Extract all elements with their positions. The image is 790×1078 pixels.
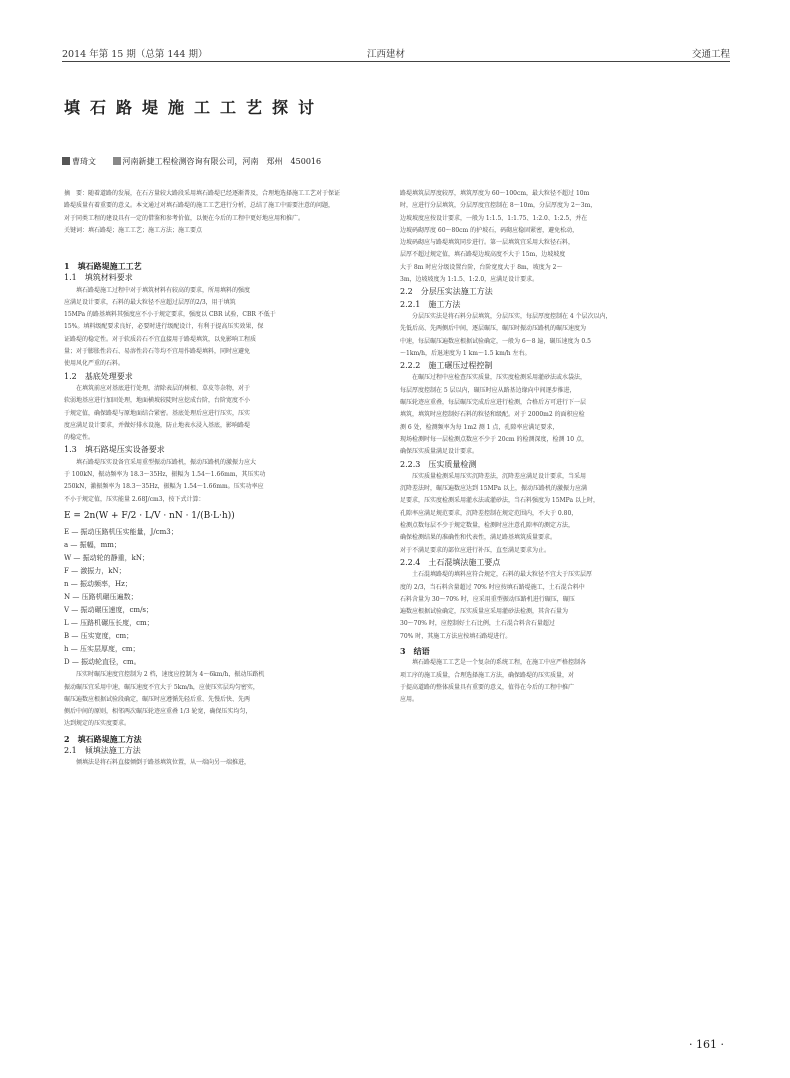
text-line: 15MPa 的路基填料其强度应不小于规定要求，强度以 CBR 试验，CBR 不低于	[64, 311, 276, 319]
subsection-heading: 2.1 倾填法施工方法	[64, 746, 141, 756]
text-line: 层厚不超过规定值，填石路堤边坡高度不大于 15m，边坡坡度	[400, 251, 566, 259]
paragraph	[400, 372, 730, 458]
text-line: 压实时碾压速度宜控制为 2 档，速度应控制为 4～6km/h，振动压路机	[64, 671, 265, 679]
subsection-heading: 2.2 分层压实法施工方法	[400, 287, 493, 297]
text-line: 现场检测时每一层检测点数应不少于 20cm 的检测深度，检测 10 点，	[400, 435, 588, 443]
text-line: 的稳定性。	[64, 434, 95, 442]
paragraph	[400, 471, 730, 557]
text-line: 碾压轮迹应重叠，每层碾压完成后应进行检测，合格后方可进行下一层	[400, 399, 587, 407]
text-line: 证路堤的稳定性。对于软质岩石不宜直接用于路堤填筑，以免影响工程质	[64, 335, 257, 343]
text-line: 250kN，激振频率为 18.3～35Hz，振幅为 1.54～1.66mm。压实功率应	[64, 483, 264, 491]
text-line: 软弱地基应进行加固处理，地面横坡较陡时应挖成台阶，台阶宽度不小	[64, 397, 251, 405]
text-line: 于提高道路的整体质量具有重要的意义，值得在今后的工程中推广	[400, 683, 575, 691]
text-line: 压实质量检测采用压实沉降差法，沉降差应满足设计要求，当采用	[400, 472, 587, 480]
text-line: 侧后中间的原则，相邻两次碾压轮迹应重叠 1/3 轮宽，确保压实均匀，	[64, 708, 252, 716]
section-heading: 3 结语	[400, 645, 430, 656]
text-line: 路堤填筑层厚度较厚，填筑厚度为 60～100cm，最大粒径不超过 10m	[400, 190, 590, 197]
formula: E = 2n(W + F/2 · L/V · nN · 1/(B·L·h))	[64, 510, 235, 521]
text-line: 大于 8m 时应分级设置台阶，台阶宽度大于 8m，坡度为 2～	[400, 263, 563, 271]
text-line: 确保检测结果的准确性和代表性，满足路基填筑质量要求。	[400, 534, 557, 542]
section-heading: 2 填石路堤施工方法	[64, 733, 142, 744]
author-marker	[62, 157, 70, 165]
text-line: 确保压实质量满足设计要求。	[400, 448, 479, 456]
text-line: 在填筑前应对基底进行处理，清除表层的树根、草皮等杂物，对于	[64, 384, 251, 392]
text-line: 项工序的施工质量，合理选择施工方法，确保路堤的压实质量，对	[400, 671, 575, 679]
header-section: 交通工程	[691, 49, 730, 60]
variable-definition: n — 振动频率，Hz；	[64, 580, 132, 589]
text-line: 3m，边坡坡度为 1:1.5、1:2.0，应满足设计要求。	[400, 276, 539, 284]
subsection-heading: 2.2.4 土石混填法施工要点	[400, 557, 501, 567]
text-line: 15%。填料级配要求良好，必要时进行级配设计，有利于提高压实效果，保	[64, 323, 264, 331]
author-line	[62, 156, 321, 167]
text-line: 应满足设计要求，石料的最大粒径不应超过层厚的2/3，用于填筑	[64, 298, 236, 306]
text-line: 检测点数每层不少于规定数量，检测时应注意孔隙率的测定方法，	[400, 522, 575, 530]
variable-definition: W — 振动轮的静重，kN；	[64, 554, 150, 563]
text-line: 对于不满足要求的部位应进行补压，直至满足要求为止。	[400, 546, 551, 554]
paragraph	[64, 669, 394, 730]
text-line: 在碾压过程中应检查压实质量，压实度检测采用灌砂法或水袋法，	[400, 374, 587, 382]
variable-definition: F — 激振力，kN；	[64, 567, 126, 576]
variable-definition: V — 振动碾压速度，cm/s；	[64, 606, 154, 615]
subsection-heading: 1.3 填石路堤压实设备要求	[64, 445, 165, 455]
header-journal: 江西建材	[367, 49, 406, 60]
variable-definition: E — 振动压路机压实能量，J/cm3；	[64, 528, 178, 537]
variable-definition: B — 压实宽度，cm；	[64, 632, 134, 641]
text-line: 达到规定的压实度要求。	[64, 720, 131, 728]
text-line: 足要求，压实度检测采用灌水法或灌砂法，当石料强度为 15MPa 以上时，	[400, 497, 599, 505]
text-line: 先低后高、先两侧后中间，逐层碾压，碾压时振动压路机的碾压速度为	[400, 325, 587, 333]
section-heading: 1 填石路堤施工工艺	[64, 261, 142, 271]
variable-definition: a — 振幅，mm；	[64, 541, 121, 550]
text-line: 填石路堤施工工艺是一个复杂的系统工程，在施工中应严格控制各	[400, 659, 587, 667]
paragraph	[400, 657, 730, 706]
page-number: · 161 ·	[689, 1038, 724, 1051]
subsection-heading: 2.2.1 施工方法	[400, 299, 461, 309]
variable-definitions	[64, 526, 394, 669]
paragraph	[400, 188, 730, 286]
variable-definition: L — 压路机碾压长度，cm；	[64, 619, 154, 628]
text-line: 度的 2/3，当石料含量超过 70% 时应按填石路堤施工，土石混合料中	[400, 583, 585, 591]
text-line: 使用风化严重的石料。	[64, 360, 125, 368]
text-line: 70% 时，其施工方法应按填石路堤进行。	[400, 632, 512, 640]
paragraph	[64, 757, 394, 769]
abstract-line: 摘 要：随着道路的发展，在石方量较大路段采用填石路堤已经逐渐普及，合理地选择施工工艺对于保证	[64, 190, 341, 197]
paragraph	[64, 285, 394, 371]
text-line: 边坡码砌应与路堤填筑同步进行。第一层填筑宜采用大粒径石料，	[400, 239, 575, 247]
text-line: 土石混填路堤的填料应符合规定，石料的最大粒径不宜大于压实层厚	[400, 571, 593, 579]
text-line: 于 100kN，振动频率为 18.3～35Hz，振幅为 1.54～1.66mm，其压实功	[64, 471, 266, 479]
running-header	[62, 46, 730, 60]
paragraph	[400, 311, 730, 360]
text-line: 遍数应根据试验确定，压实质量应采用灌砂法检测，其含石量为	[400, 608, 569, 616]
text-line: 边坡码砌厚度 60～80cm 的护坡石，码砌应稳固紧密，避免松动，	[400, 226, 579, 234]
paragraph	[64, 457, 394, 506]
subsection-heading: 1.1 填筑材料要求	[64, 273, 133, 283]
text-line: 测 6 处，检测频率为每 1m2 测 1 点，孔隙率应满足要求，	[400, 423, 559, 431]
text-line: ～1km/h，后退速度为 1 km～1.5 km/h 左右。	[400, 349, 531, 357]
header-issue: 2014 年第 15 期（总第 144 期）	[62, 49, 208, 60]
text-line: 不小于规定值，压实能量 2.68J/cm3，按下式计算：	[64, 495, 205, 503]
text-line: 填筑，填筑时应控制好石料的粒径和级配。对于 2000m2 的面积应检	[400, 411, 585, 419]
variable-definition: h — 压实层厚度，cm；	[64, 645, 140, 654]
header-rule	[62, 61, 730, 62]
text-line: 时，应进行分层填筑，分层厚度宜控制在 8～10m，分层厚度为 2～3m，	[400, 202, 597, 210]
paragraph	[64, 383, 394, 444]
text-line: 于规定值，确保路堤与原地面结合紧密。基底处理后应进行压实，压实	[64, 409, 251, 417]
paper-title: 填石路堤施工工艺探讨	[64, 98, 325, 117]
text-line: 度应满足设计要求，并做好排水设施，防止地表水浸入基底，影响路堤	[64, 421, 251, 429]
text-line: 量；对于膨胀性岩石、易溶性岩石等均不宜用作路堤填料，同时应避免	[64, 348, 251, 356]
abstract-line: 路堤质量有着重要的意义。本文通过对填石路堤的施工工艺进行分析，总结了施工中需要注意的问题，	[64, 202, 335, 210]
text-line: 振动碾压宜采用中速，碾压速度不宜大于 5km/h，应使压实层均匀密实，	[64, 683, 259, 691]
abstract-line: 对于同类工程的建设具有一定的借鉴和参考价值，以便在今后的工程中更好地应用和推广。	[64, 214, 305, 222]
author-name: 曹琦文	[72, 157, 96, 166]
subsection-heading: 2.2.3 压实质量检测	[400, 459, 477, 469]
subsection-heading: 1.2 基底处理要求	[64, 371, 133, 381]
text-line: 中速，每层碾压遍数应根据试验确定，一般为 6～8 遍，碾压速度为 0.5	[400, 337, 591, 345]
text-line: 填石路堤压实设备宜采用重型振动压路机，振动压路机的激振力应大	[64, 458, 257, 466]
text-line: 碾压遍数应根据试验段确定，碾压时应遵循先轻后重、先慢后快、先两	[64, 695, 251, 703]
subsection-heading: 2.2.2 施工碾压过程控制	[400, 361, 493, 371]
text-line: 分层压实法是将石料分层填筑，分层压实，每层厚度控制在 4 个层次以内，	[400, 312, 612, 320]
keywords: 关键词：填石路堤；施工工艺；施工方法；施工要点	[64, 226, 203, 234]
left-column	[64, 258, 394, 770]
text-line: 30～70% 时，应控制好土石比例，土石混合料含石量超过	[400, 620, 555, 628]
paragraph	[400, 569, 730, 643]
text-line: 孔隙率应满足规范要求，沉降差控制在规定范围内，不大于 0.80，	[400, 509, 578, 517]
text-line: 应用。	[400, 696, 419, 704]
variable-definition: N — 压路机碾压遍数；	[64, 593, 138, 602]
text-line: 石料含量为 30～70% 时，应采用重型振动压路机进行碾压，碾压	[400, 595, 575, 603]
text-line: 边坡坡度应按设计要求，一般为 1:1.5、1:1.75、1:2.0、1:2.5，并在	[400, 214, 588, 222]
right-column	[400, 188, 730, 706]
text-line: 每层厚度控制在 5 层以内，碾压时应从路基边缘向中间逐步推进，	[400, 386, 576, 394]
author-affiliation: 河南新捷工程检测咨询有限公司，河南 郑州 450016	[122, 157, 322, 166]
affiliation-marker	[113, 157, 121, 165]
variable-definition: D — 振动轮直径，cm。	[64, 658, 141, 667]
text-line: 填石路堤施工过程中对于填筑材料有较高的要求，所用填料的强度	[64, 286, 251, 294]
text-line: 沉降差法时，碾压遍数应达到 15MPa 以上，振动压路机的激振力应满	[400, 485, 587, 493]
text-line: 倾填法是将石料直接倾倒于路基填筑位置，从一端向另一端推进，	[64, 759, 251, 767]
